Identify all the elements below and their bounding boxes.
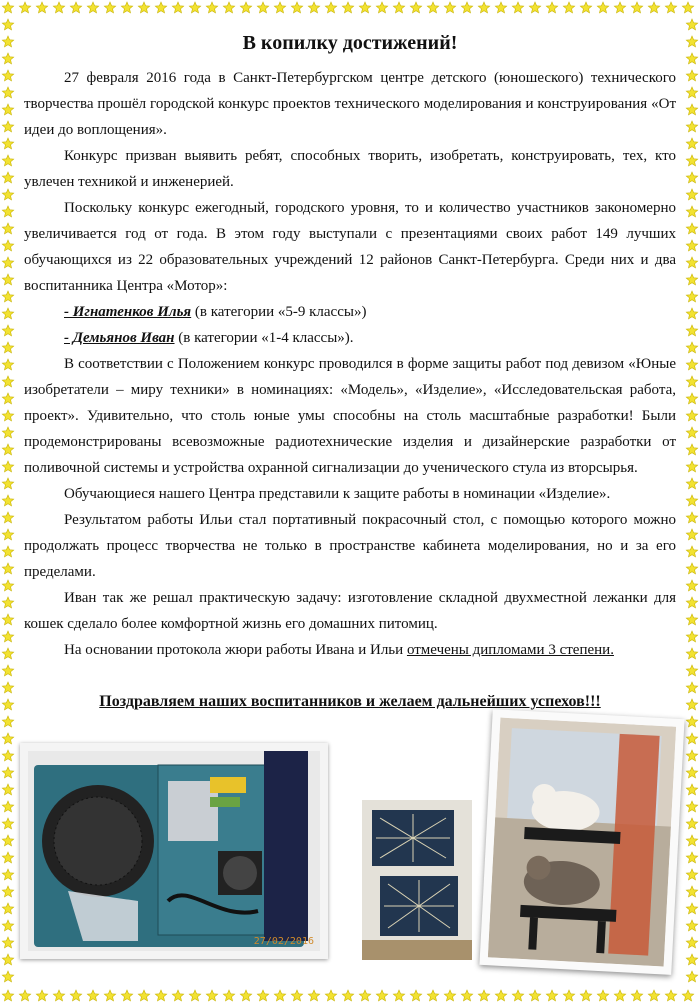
star-icon xyxy=(2,801,13,812)
star-icon xyxy=(495,2,506,13)
star-icon xyxy=(2,342,13,353)
paragraph-nomination: Обучающиеся нашего Центра представили к защите работы в номинации «Изделие». xyxy=(64,486,611,502)
star-icon xyxy=(444,2,455,13)
star-icon xyxy=(597,990,608,1001)
star-icon xyxy=(2,990,13,1001)
star-icon xyxy=(631,990,642,1001)
star-icon xyxy=(686,410,697,421)
participant-1 xyxy=(24,299,676,325)
star-icon xyxy=(648,990,659,1001)
star-icon xyxy=(2,359,13,370)
star-icon xyxy=(53,2,64,13)
star-icon xyxy=(686,835,697,846)
star-icon xyxy=(686,716,697,727)
star-icon xyxy=(2,818,13,829)
star-icon xyxy=(2,138,13,149)
star-icon xyxy=(686,291,697,302)
star-icon xyxy=(376,990,387,1001)
star-icon xyxy=(189,990,200,1001)
star-icon xyxy=(2,291,13,302)
star-icon xyxy=(686,495,697,506)
star-icon xyxy=(2,427,13,438)
star-icon xyxy=(495,990,506,1001)
paragraph-format: В соответствии с Положением конкурс проводился в форме защиты работ под девизом «Юные изобретатели – миру техники» в номинациях: «Модель», «Изделие», «Исследовательская работа, проект». Удивительно, что столь юные умы способны на столь масштабные разработки! Были продемонстрированы всевозможные радиотехнические изделия и дизайнерские разработки от поливочной системы и устройства охранной сигнализации до ученического стула из вторсырья. xyxy=(24,356,676,476)
star-icon xyxy=(2,444,13,455)
photo-folding-bed-panels xyxy=(352,790,482,970)
star-icon xyxy=(648,2,659,13)
star-icon xyxy=(529,990,540,1001)
star-icon xyxy=(686,546,697,557)
star-icon xyxy=(546,2,557,13)
star-icon xyxy=(686,172,697,183)
star-icon xyxy=(189,2,200,13)
star-icon xyxy=(686,665,697,676)
star-icon xyxy=(686,308,697,319)
paragraph-awards xyxy=(24,637,676,663)
star-icon xyxy=(682,2,693,13)
star-icon xyxy=(2,155,13,166)
star-icon xyxy=(172,2,183,13)
star-icon xyxy=(308,990,319,1001)
star-icon xyxy=(665,2,676,13)
star-icon xyxy=(512,2,523,13)
star-icon xyxy=(2,784,13,795)
star-icon xyxy=(2,597,13,608)
star-icon xyxy=(2,512,13,523)
star-icon xyxy=(2,529,13,540)
star-icon xyxy=(686,376,697,387)
photo-cats-bed xyxy=(479,709,684,975)
paragraph-participants: Поскольку конкурс ежегодный, городского уровня, то и количество участников закономерно увеличивается год от года. В этом году выступали с презентациями своих работ 149 лучших обучающихся из 22 образовательных учреждений 12 районов Санкт-Петербурга. Среди них и два воспитанника Центра «Мотор»: xyxy=(24,200,676,294)
star-icon xyxy=(2,631,13,642)
star-icon xyxy=(686,920,697,931)
star-icon xyxy=(19,990,30,1001)
star-icon xyxy=(2,852,13,863)
star-icon xyxy=(342,2,353,13)
star-icon xyxy=(223,990,234,1001)
star-icon xyxy=(686,954,697,965)
star-icon xyxy=(155,990,166,1001)
star-icon xyxy=(2,954,13,965)
star-icon xyxy=(686,461,697,472)
star-icon xyxy=(686,121,697,132)
photo-date-stamp: 27/02/2016 xyxy=(253,936,314,947)
star-icon xyxy=(686,563,697,574)
star-icon xyxy=(686,478,697,489)
star-icon xyxy=(206,990,217,1001)
star-icon xyxy=(686,138,697,149)
star-icon xyxy=(2,325,13,336)
star-icon xyxy=(686,223,697,234)
star-icon xyxy=(410,2,421,13)
star-icon xyxy=(580,2,591,13)
star-icon xyxy=(104,2,115,13)
star-icon xyxy=(2,19,13,30)
participant-1-category: (в категории «5-9 классы») xyxy=(191,304,367,320)
participant-2 xyxy=(24,325,676,351)
star-icon xyxy=(686,512,697,523)
star-icon xyxy=(686,733,697,744)
star-icon xyxy=(2,104,13,115)
star-icon xyxy=(2,70,13,81)
congratulations-heading: Поздравляем наших воспитанников и желаем дальнейших успехов!!! xyxy=(99,693,601,710)
star-icon xyxy=(2,257,13,268)
star-icon xyxy=(686,325,697,336)
star-icon xyxy=(223,2,234,13)
star-icon xyxy=(2,189,13,200)
star-icon xyxy=(546,990,557,1001)
star-icon xyxy=(206,2,217,13)
star-icon xyxy=(121,990,132,1001)
star-icon xyxy=(686,750,697,761)
star-icon xyxy=(686,614,697,625)
star-icon xyxy=(686,699,697,710)
star-icon xyxy=(580,990,591,1001)
star-icon xyxy=(393,2,404,13)
star-icon xyxy=(155,2,166,13)
star-icon xyxy=(308,2,319,13)
star-icon xyxy=(2,699,13,710)
star-icon xyxy=(240,2,251,13)
star-icon xyxy=(686,597,697,608)
star-icon xyxy=(138,2,149,13)
star-icon xyxy=(686,444,697,455)
star-icon xyxy=(427,2,438,13)
star-icon xyxy=(240,990,251,1001)
star-icon xyxy=(686,36,697,47)
star-icon xyxy=(274,990,285,1001)
paragraph-ivan-result: Иван так же решал практическую задачу: изготовление складной двухместной лежанки для кошек сделало более комфортной жизнь его домашних питомиц. xyxy=(24,590,676,632)
star-icon xyxy=(2,376,13,387)
star-icon xyxy=(2,903,13,914)
star-icon xyxy=(2,886,13,897)
star-icon xyxy=(325,990,336,1001)
star-icon xyxy=(614,990,625,1001)
star-icon xyxy=(2,580,13,591)
star-icon xyxy=(36,990,47,1001)
star-icon xyxy=(291,2,302,13)
star-icon xyxy=(172,990,183,1001)
star-icon xyxy=(121,2,132,13)
star-icon xyxy=(686,869,697,880)
star-icon xyxy=(686,104,697,115)
star-icon xyxy=(36,2,47,13)
star-icon xyxy=(686,767,697,778)
star-icon xyxy=(2,308,13,319)
star-icon xyxy=(2,172,13,183)
star-icon xyxy=(325,2,336,13)
paragraph-intro: 27 февраля 2016 года в Санкт-Петербургском центре детского (юношеского) технического творчества прошёл городской конкурс проектов технического моделирования и конструирования «От идеи до воплощения». xyxy=(24,70,676,138)
star-icon xyxy=(2,53,13,64)
star-icon xyxy=(686,937,697,948)
star-icon xyxy=(2,461,13,472)
star-icon xyxy=(274,2,285,13)
star-icon xyxy=(686,189,697,200)
star-icon xyxy=(686,70,697,81)
star-icon xyxy=(563,990,574,1001)
star-icon xyxy=(478,2,489,13)
star-icon xyxy=(2,648,13,659)
star-icon xyxy=(2,563,13,574)
star-icon xyxy=(686,818,697,829)
star-icon xyxy=(427,990,438,1001)
star-icon xyxy=(686,801,697,812)
star-icon xyxy=(359,2,370,13)
article xyxy=(24,32,676,715)
star-icon xyxy=(614,2,625,13)
star-icon xyxy=(2,87,13,98)
star-icon xyxy=(104,990,115,1001)
star-icon xyxy=(686,852,697,863)
star-icon xyxy=(359,990,370,1001)
star-icon xyxy=(87,990,98,1001)
photo-painting-table xyxy=(20,743,328,959)
star-icon xyxy=(2,274,13,285)
page-title: В копилку достижений! xyxy=(242,32,458,54)
star-icon xyxy=(686,359,697,370)
star-icon xyxy=(686,580,697,591)
star-icon xyxy=(2,614,13,625)
participant-2-name: - Демьянов Иван xyxy=(64,330,175,346)
star-icon xyxy=(2,733,13,744)
star-icon xyxy=(2,682,13,693)
star-icon xyxy=(686,393,697,404)
star-icon xyxy=(665,990,676,1001)
star-icon xyxy=(512,990,523,1001)
star-icon xyxy=(2,546,13,557)
star-icon xyxy=(686,784,697,795)
star-icon xyxy=(257,2,268,13)
star-icon xyxy=(686,529,697,540)
participant-2-category: (в категории «1-4 классы»). xyxy=(174,330,354,346)
star-icon xyxy=(686,274,697,285)
star-icon xyxy=(2,206,13,217)
star-icon xyxy=(2,223,13,234)
star-icon xyxy=(2,410,13,421)
star-icon xyxy=(686,903,697,914)
star-icon xyxy=(686,155,697,166)
star-icon xyxy=(257,990,268,1001)
star-icon xyxy=(631,2,642,13)
star-icon xyxy=(686,87,697,98)
star-icon xyxy=(2,750,13,761)
star-icon xyxy=(291,990,302,1001)
star-icon xyxy=(2,240,13,251)
star-icon xyxy=(2,393,13,404)
star-icon xyxy=(53,990,64,1001)
star-icon xyxy=(686,19,697,30)
star-icon xyxy=(686,257,697,268)
star-icon xyxy=(686,631,697,642)
star-icon xyxy=(686,240,697,251)
star-icon xyxy=(2,665,13,676)
star-icon xyxy=(686,648,697,659)
star-icon xyxy=(597,2,608,13)
star-icon xyxy=(2,36,13,47)
star-icon xyxy=(686,53,697,64)
star-icon xyxy=(342,990,353,1001)
participant-1-name: - Игнатенков Илья xyxy=(64,304,192,320)
star-icon xyxy=(686,971,697,982)
star-icon xyxy=(2,2,13,13)
star-icon xyxy=(686,682,697,693)
star-icon xyxy=(2,937,13,948)
star-icon xyxy=(393,990,404,1001)
star-icon xyxy=(2,121,13,132)
star-icon xyxy=(376,2,387,13)
star-icon xyxy=(686,342,697,353)
star-icon xyxy=(2,869,13,880)
paragraph-ilya-result: Результатом работы Ильи стал портативный покрасочный стол, с помощью которого можно продолжать процесс творчества не только в пространстве кабинета моделирования, но и за его пределами. xyxy=(24,512,676,580)
star-icon xyxy=(410,990,421,1001)
star-icon xyxy=(70,2,81,13)
paragraph-purpose: Конкурс призван выявить ребят, способных творить, изобретать, конструировать, тех, кто увлечен техникой и инженерией. xyxy=(24,148,676,190)
star-icon xyxy=(563,2,574,13)
star-icon xyxy=(686,427,697,438)
star-icon xyxy=(461,2,472,13)
star-icon xyxy=(686,886,697,897)
star-icon xyxy=(2,971,13,982)
star-icon xyxy=(478,990,489,1001)
awards-text: На основании протокола жюри работы Ивана и Ильи xyxy=(64,642,407,658)
star-icon xyxy=(2,495,13,506)
star-icon xyxy=(2,920,13,931)
star-icon xyxy=(19,2,30,13)
star-icon xyxy=(686,206,697,217)
star-icon xyxy=(461,990,472,1001)
star-icon xyxy=(529,2,540,13)
star-icon xyxy=(682,990,693,1001)
star-icon xyxy=(2,716,13,727)
star-icon xyxy=(70,990,81,1001)
star-icon xyxy=(87,2,98,13)
star-icon xyxy=(444,990,455,1001)
star-icon xyxy=(138,990,149,1001)
awards-highlight: отмечены дипломами 3 степени. xyxy=(406,642,614,658)
star-icon xyxy=(2,835,13,846)
star-icon xyxy=(2,767,13,778)
star-icon xyxy=(2,478,13,489)
